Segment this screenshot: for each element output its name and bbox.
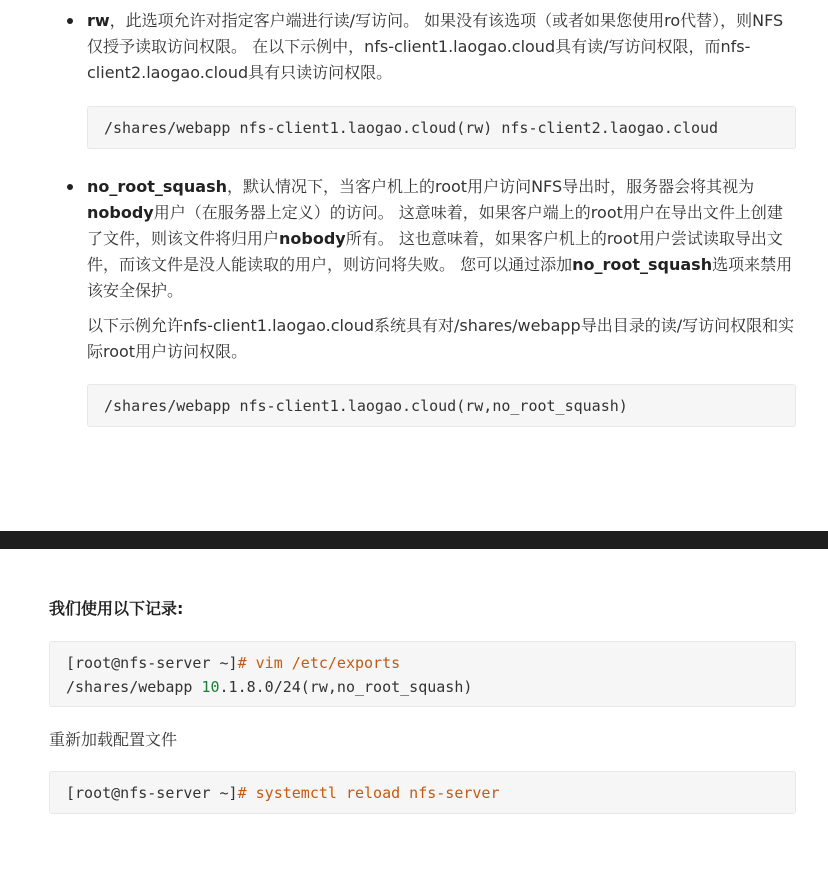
bold-nobody: nobody [279,229,346,248]
list-item-rw [65,8,796,149]
export-network-number: 10 [201,678,220,696]
reload-description: 重新加载配置文件 [49,730,178,749]
option-name-rw: rw [87,11,110,30]
text-part: 所有。 这也意味着，如果客户机上的root用户尝试读取导出文件，而该文件是没人能读取的用户，则访问将失败。 您可以通过添加 [87,229,783,274]
section-divider [0,531,828,549]
bold-nobody: nobody [87,203,154,222]
bold-no-root-squash: no_root_squash [572,255,713,274]
export-options: .1.8.0/24(rw,no_root_squash) [219,678,473,696]
shell-command: # vim /etc/exports [237,654,401,672]
text-part: 选项来禁用该安全保护。 [87,255,793,300]
text-part: ，默认情况下，当客户机上的root用户访问NFS导出时，服务器会将其视为 [226,177,755,196]
option-name-no-root-squash: no_root_squash [87,177,227,196]
code-block-no-root-squash: /shares/webapp nfs-client1.laogao.cloud(rw,no_root_squash) [87,384,796,427]
export-path: /shares/webapp [66,678,202,696]
bullet [67,18,73,24]
code-block-reload [49,771,796,814]
rw-description [87,8,796,86]
rw-text: ，此选项允许对指定客户端进行读/写访问。 如果没有该选项（或者如果您使用ro代替），则NFS仅授予读取访问权限。 在以下示例中，nfs-client1.laogao.cloud具有读/写访问权限，而nfs-client2.laogao.cloud具有只读访问权限。 [87,11,784,82]
bullet [67,184,73,190]
no-root-squash-description [87,174,796,304]
example-description: 以下示例允许nfs-client1.laogao.cloud系统具有对/shares/webapp导出目录的读/写访问权限和实际root用户访问权限。 [87,316,795,361]
option-list [65,8,796,427]
code-block-exports [49,641,796,707]
text-part: 用户（在服务器上定义）的访问。 这意味着，如果客户端上的root用户在导出文件上创建了文件，则该文件将归用户 [87,203,783,248]
shell-command: # systemctl reload nfs-server [237,784,500,802]
section-heading: 我们使用以下记录: [49,599,184,618]
list-item-no-root-squash [65,174,796,427]
shell-prompt: [root@nfs-server ~] [66,654,238,672]
shell-prompt: [root@nfs-server ~] [66,784,238,802]
code-block-rw: /shares/webapp nfs-client1.laogao.cloud(rw) nfs-client2.laogao.cloud [87,106,796,149]
